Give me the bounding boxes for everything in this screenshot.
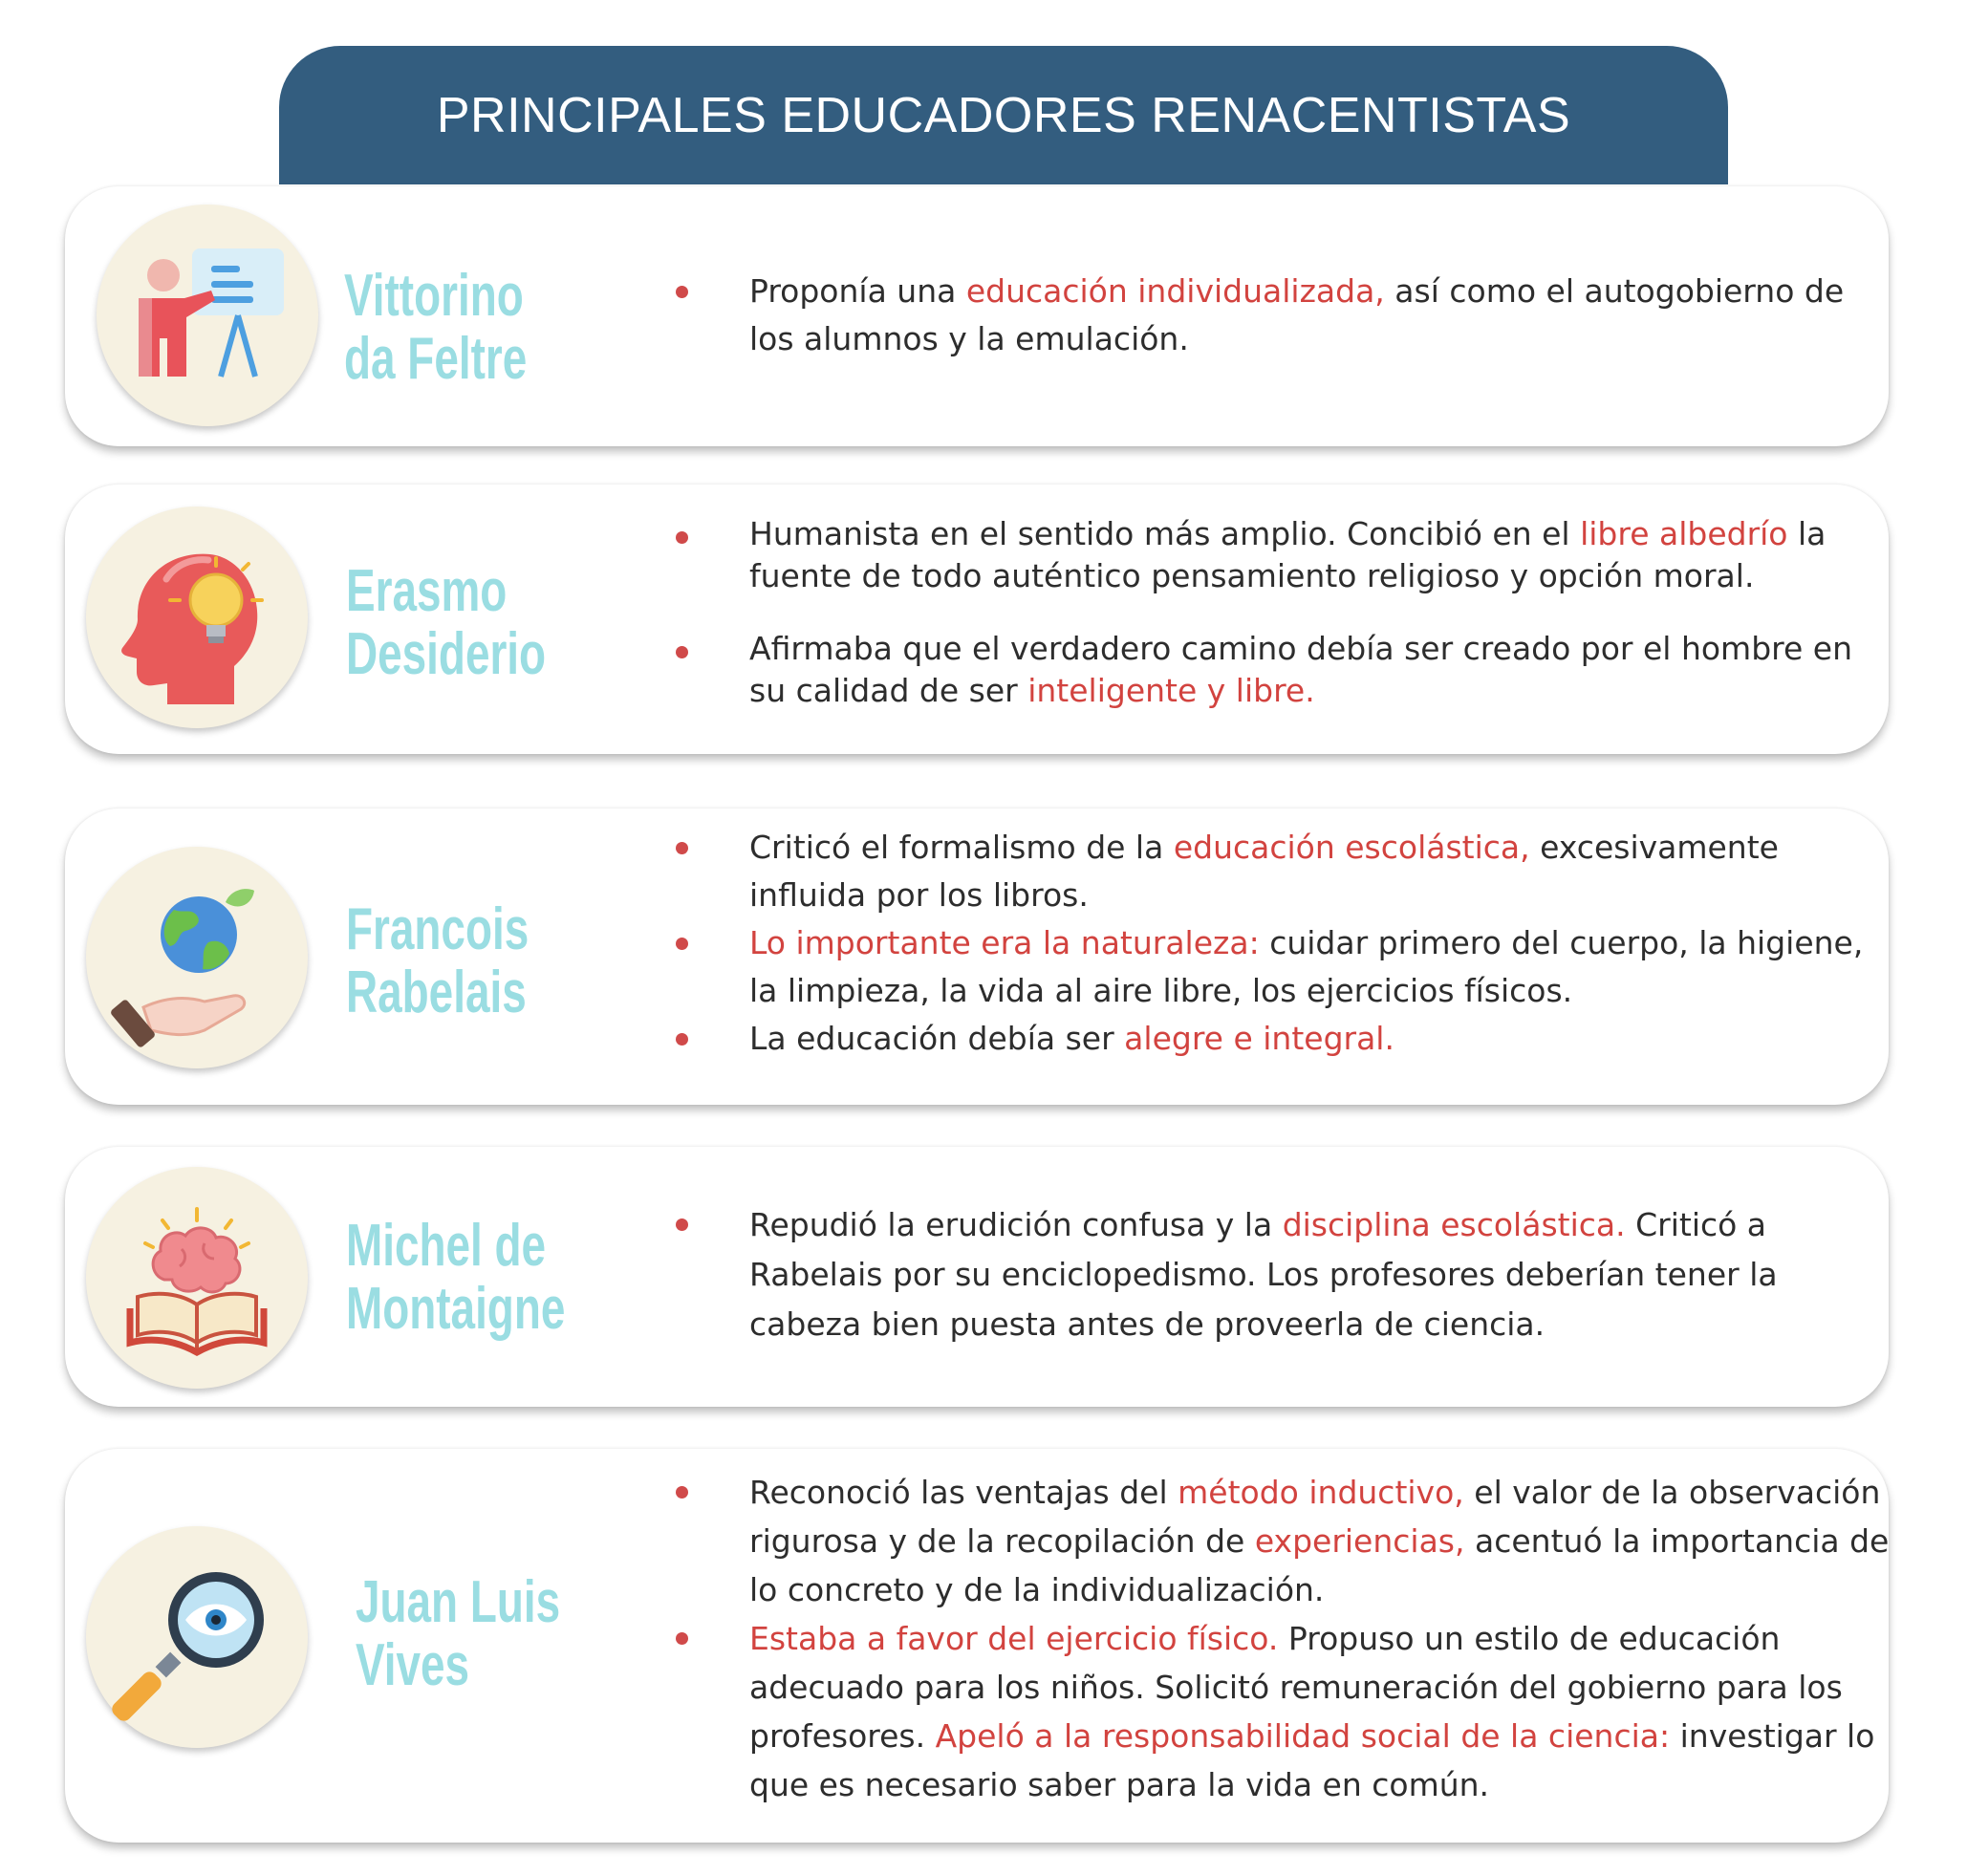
- bullet-text: la fuente de todo auténtico pensamiento religioso y opción moral.: [749, 515, 1826, 594]
- highlighted-text: educación individualizada,: [965, 272, 1385, 310]
- bullet-text: La educación debía ser: [749, 1020, 1125, 1057]
- bullet-item: [658, 1015, 1891, 1063]
- brain-over-book-icon: [86, 1167, 308, 1389]
- educator-card-erasmo: [65, 485, 1889, 754]
- educator-bullets: [658, 268, 1891, 363]
- bullet-text: Repudió la erudición confusa y la: [749, 1206, 1283, 1243]
- educator-card-rabelais: [65, 809, 1889, 1105]
- highlighted-text: Lo importante era la naturaleza:: [749, 924, 1260, 961]
- bullet-text: Humanista en el sentido más amplio. Concibió en el: [749, 515, 1581, 552]
- magnifier-eye-icon: [86, 1526, 308, 1748]
- bullet-text: así como el autogobierno de los alumnos y la emulación.: [749, 272, 1845, 357]
- bullet-text: acentuó la importancia de lo concreto y de la individualización.: [749, 1522, 1890, 1608]
- educator-bullets: [658, 824, 1891, 1063]
- bullet-dot: [676, 938, 688, 950]
- bullet-text: Reconoció las ventajas del: [749, 1474, 1178, 1511]
- educator-card-montaigne: [65, 1147, 1889, 1407]
- highlighted-text: educación escolástica,: [1173, 829, 1530, 866]
- highlighted-text: alegre e integral.: [1124, 1020, 1394, 1057]
- bullet-text: el valor de la observación rigurosa y de la recopilación de: [749, 1474, 1881, 1560]
- bullet-text: Afirmaba que el verdadero camino debía ser creado por el hombre en su calidad de ser: [749, 630, 1853, 709]
- bullet-dot: [676, 646, 688, 658]
- bullet-dot: [676, 1632, 688, 1645]
- bullet-dot: [676, 842, 688, 854]
- page-title-banner: [279, 46, 1728, 184]
- educator-name: Francois Rabelais: [346, 896, 530, 1025]
- bullet-text: cuidar primero del cuerpo, la higiene, la limpieza, la vida al aire libre, los ejercicios físicos.: [749, 924, 1864, 1009]
- bullet-item: [658, 628, 1891, 712]
- educator-card-vives: [65, 1449, 1889, 1843]
- educator-name: Vittorino da Feltre: [344, 263, 528, 392]
- bullet-text: Propuso un estilo de educación adecuado para los niños. Solicitó remuneración del gobierno para los profesores.: [749, 1620, 1843, 1755]
- page-title: PRINCIPALES EDUCADORES RENACENTISTAS: [436, 87, 1571, 143]
- bullet-item: [658, 1614, 1891, 1809]
- bullet-dot: [676, 531, 688, 544]
- bullet-item: [658, 1468, 1891, 1614]
- bullet-text: excesivamente influida por los libros.: [749, 829, 1779, 914]
- educator-name: Juan Luis Vives: [356, 1569, 561, 1698]
- highlighted-text: experiencias,: [1254, 1522, 1465, 1560]
- bullet-item: [658, 513, 1891, 597]
- highlighted-text: Estaba a favor del ejercicio físico.: [749, 1620, 1279, 1657]
- bullet-dot: [676, 1033, 688, 1046]
- bullet-item: [658, 919, 1891, 1015]
- educator-card-vittorino: [65, 186, 1889, 446]
- bullet-dot: [676, 1486, 688, 1499]
- bullet-item: [658, 268, 1891, 363]
- head-lightbulb-icon: [86, 507, 308, 728]
- bullet-item: [658, 1200, 1891, 1349]
- educator-bullets: [658, 513, 1891, 712]
- highlighted-text: inteligente y libre.: [1027, 672, 1315, 709]
- educator-bullets: [658, 1468, 1891, 1809]
- highlighted-text: Apeló a la responsabilidad social de la ciencia:: [935, 1717, 1671, 1755]
- educator-name: Michel de Montaigne: [346, 1213, 566, 1342]
- bullet-text: Criticó a Rabelais por su enciclopedismo. Los profesores deberían tener la cabeza bien puesta antes de proveerla de ciencia.: [749, 1206, 1778, 1343]
- highlighted-text: libre albedrío: [1580, 515, 1788, 552]
- educator-name: Erasmo Desiderio: [346, 558, 547, 687]
- bullet-dot: [676, 1218, 688, 1231]
- bullet-text: investigar lo que es necesario saber para la vida en común.: [749, 1717, 1875, 1803]
- bullet-text: Proponía una: [749, 272, 966, 310]
- bullet-text: Criticó el formalismo de la: [749, 829, 1174, 866]
- globe-in-hand-icon: [86, 847, 308, 1068]
- bullet-item: [658, 824, 1891, 919]
- bullet-dot: [676, 286, 688, 298]
- highlighted-text: disciplina escolástica.: [1282, 1206, 1626, 1243]
- educator-bullets: [658, 1200, 1891, 1349]
- teacher-at-board-icon: [97, 205, 318, 426]
- highlighted-text: método inductivo,: [1178, 1474, 1464, 1511]
